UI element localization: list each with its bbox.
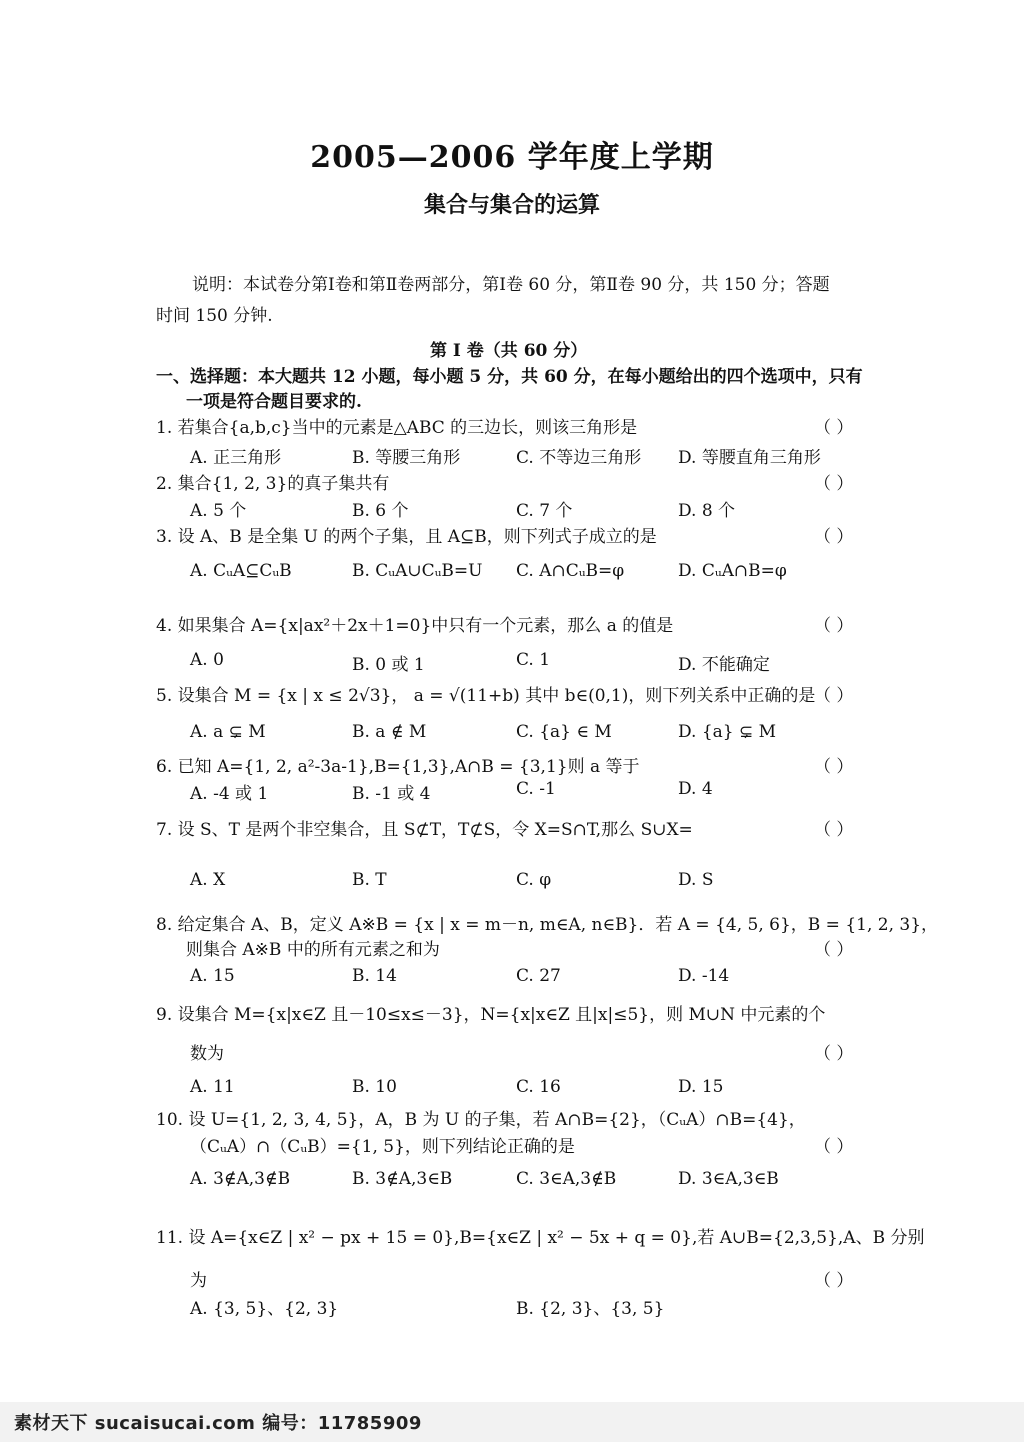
question-1-option-a: A. 正三角形 <box>190 448 282 468</box>
question-8-option-a: A. 15 <box>190 966 235 986</box>
answer-paren: （ ） <box>814 686 854 706</box>
answer-paren: （ ） <box>814 1271 854 1291</box>
question-2-option-a: A. 5 个 <box>190 501 247 521</box>
question-8-option-d: D. -14 <box>678 966 730 986</box>
question-4-option-a: A. 0 <box>190 650 224 670</box>
question-6-option-c: C. -1 <box>516 779 556 799</box>
question-2-stem: 2. 集合{1, 2, 3}的真子集共有 <box>156 474 390 494</box>
question-10-option-c: C. 3∈A,3∉B <box>516 1169 617 1189</box>
section-heading: 第 Ⅰ 卷（共 60 分） <box>430 341 588 361</box>
answer-paren: （ ） <box>814 474 854 494</box>
question-11-stem-cont: 为 <box>190 1271 207 1291</box>
answer-paren: （ ） <box>814 940 854 960</box>
question-4-option-c: C. 1 <box>516 650 551 670</box>
question-5-option-c: C. {a} ∈ M <box>516 722 612 742</box>
question-1-option-b: B. 等腰三角形 <box>352 448 461 468</box>
question-1-stem: 1. 若集合{a,b,c}当中的元素是△ABC 的三边长，则该三角形是 <box>156 418 638 438</box>
intro-line-2: 时间 150 分钟. <box>156 306 273 326</box>
question-9-option-d: D. 15 <box>678 1077 724 1097</box>
question-10-option-d: D. 3∈A,3∈B <box>678 1169 779 1189</box>
section-instruction-1: 一、选择题：本大题共 12 小题，每小题 5 分，共 60 分，在每小题给出的四个选项中，只有 <box>156 367 863 387</box>
question-11-option-b: B. {2, 3}、{3, 5} <box>516 1299 665 1319</box>
question-2-option-c: C. 7 个 <box>516 501 573 521</box>
question-3-option-c: C. A∩CᵤB=φ <box>516 561 625 581</box>
question-4-option-b: B. 0 或 1 <box>352 655 425 675</box>
question-9-option-a: A. 11 <box>190 1077 235 1097</box>
question-3-stem: 3. 设 A、B 是全集 U 的两个子集，且 A⊆B，则下列式子成立的是 <box>156 527 657 547</box>
question-3-option-b: B. CᵤA∪CᵤB=U <box>352 561 483 581</box>
question-11-option-a: A. {3, 5}、{2, 3} <box>190 1299 339 1319</box>
question-2-option-b: B. 6 个 <box>352 501 409 521</box>
question-4-stem: 4. 如果集合 A={x|ax²＋2x＋1=0}中只有一个元素，那么 a 的值是 <box>156 616 674 636</box>
question-7-option-a: A. X <box>190 870 226 890</box>
question-9-stem-cont: 数为 <box>190 1044 224 1064</box>
question-9-option-b: B. 10 <box>352 1077 397 1097</box>
question-10-option-a: A. 3∉A,3∉B <box>190 1169 291 1189</box>
answer-paren: （ ） <box>814 820 854 840</box>
answer-paren: （ ） <box>814 1044 854 1064</box>
question-5-option-d: D. {a} ⊊ M <box>678 722 777 742</box>
question-1-option-c: C. 不等边三角形 <box>516 448 642 468</box>
question-9-option-c: C. 16 <box>516 1077 561 1097</box>
question-4-option-d: D. 不能确定 <box>678 655 770 675</box>
question-9-stem: 9. 设集合 M={x|x∈Z 且－10≤x≤－3}，N={x|x∈Z 且|x|≤5}，则 M∪N 中元素的个 <box>156 1005 826 1025</box>
watermark-text: 素材天下 sucaisucai.com 编号：11785909 <box>14 1413 422 1434</box>
question-6-stem: 6. 已知 A={1, 2, a²-3a-1},B={1,3},A∩B = {3,1}则 a 等于 <box>156 757 640 777</box>
question-7-stem: 7. 设 S、T 是两个非空集合，且 S⊄T，T⊄S，令 X=S∩T,那么 S∪X= <box>156 820 693 840</box>
question-8-option-c: C. 27 <box>516 966 561 986</box>
page-subtitle: 集合与集合的运算 <box>423 192 600 218</box>
question-10-stem: 10. 设 U={1, 2, 3, 4, 5}，A，B 为 U 的子集，若 A∩B={2}，（CᵤA）∩B={4}， <box>156 1110 806 1130</box>
question-1-option-d: D. 等腰直角三角形 <box>678 448 821 468</box>
question-5-option-b: B. a ∉ M <box>352 722 427 742</box>
question-6-option-d: D. 4 <box>678 779 713 799</box>
question-8-stem-cont: 则集合 A※B 中的所有元素之和为 <box>186 940 440 960</box>
question-8-stem: 8. 给定集合 A、B，定义 A※B = {x | x = m－n, m∈A, n∈B}．若 A = {4, 5, 6}，B = {1, 2, 3}， <box>156 915 939 935</box>
question-10-stem-cont: （CᵤA）∩（CᵤB）={1, 5}，则下列结论正确的是 <box>190 1137 575 1157</box>
answer-paren: （ ） <box>814 757 854 777</box>
page-title: 2005—2006 学年度上学期 <box>310 140 714 175</box>
answer-paren: （ ） <box>814 1137 854 1157</box>
intro-line-1: 说明：本试卷分第Ⅰ卷和第Ⅱ卷两部分，第Ⅰ卷 60 分，第Ⅱ卷 90 分，共 150 分；答题 <box>192 275 830 295</box>
question-10-option-b: B. 3∉A,3∈B <box>352 1169 453 1189</box>
question-6-option-b: B. -1 或 4 <box>352 784 431 804</box>
question-7-option-c: C. φ <box>516 870 552 890</box>
question-3-option-a: A. CᵤA⊆CᵤB <box>190 561 292 581</box>
question-7-option-d: D. S <box>678 870 714 890</box>
answer-paren: （ ） <box>814 418 854 438</box>
question-2-option-d: D. 8 个 <box>678 501 736 521</box>
question-6-option-a: A. -4 或 1 <box>190 784 269 804</box>
answer-paren: （ ） <box>814 527 854 547</box>
answer-paren: （ ） <box>814 616 854 636</box>
question-3-option-d: D. CᵤA∩B=φ <box>678 561 787 581</box>
question-11-stem: 11. 设 A={x∈Z | x² − px + 15 = 0},B={x∈Z | x² − 5x + q = 0},若 A∪B={2,3,5},A、B 分别 <box>156 1228 925 1248</box>
question-5-option-a: A. a ⊊ M <box>190 722 266 742</box>
question-7-option-b: B. T <box>352 870 387 890</box>
question-8-option-b: B. 14 <box>352 966 397 986</box>
section-instruction-2: 一项是符合题目要求的. <box>186 392 362 412</box>
question-5-stem: 5. 设集合 M = {x | x ≤ 2√3}， a = √(11+b) 其中 b∈(0,1)，则下列关系中正确的是 <box>156 686 816 706</box>
